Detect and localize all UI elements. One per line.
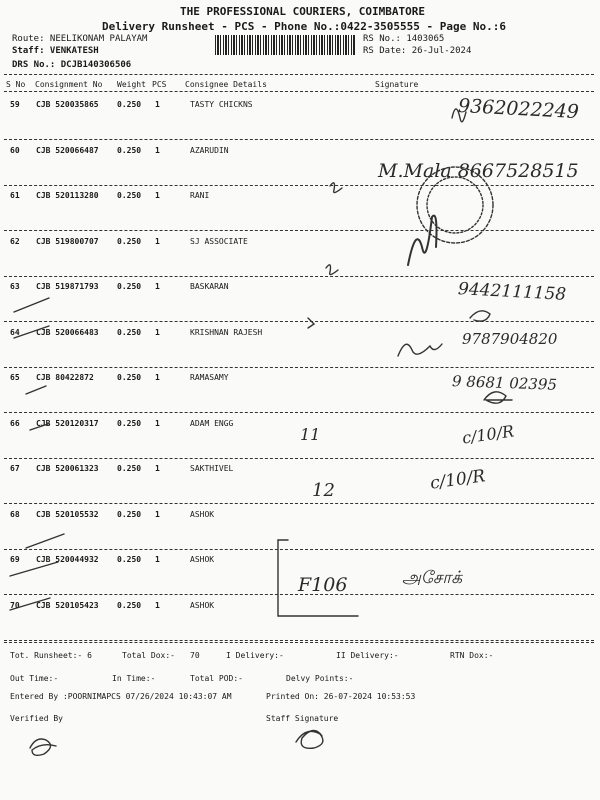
signature-verified [30,739,56,755]
row-consignment: CJB 520061323 [36,464,99,473]
row-weight: 0.250 [117,555,142,564]
row-weight: 0.250 [117,600,142,610]
rs-number: RS No.: 1403065 [363,34,445,44]
row-sno: 70 [10,600,20,610]
total-dox-value: 70 [190,651,200,660]
row-consignee: RAMASAMY [190,373,229,382]
row-sno: 63 [10,282,20,291]
row-pcs: 1 [155,327,160,337]
footer-top-rule [4,642,594,643]
row-weight: 0.250 [117,236,142,246]
row-consignment: CJB 519871793 [36,282,99,291]
row-pcs: 1 [155,100,160,109]
row-weight: 0.250 [117,373,142,382]
row-sno: 62 [10,236,20,246]
row-consignment: CJB 520035865 [36,100,99,109]
row-weight: 0.250 [117,100,142,109]
row-consignment: CJB 520105423 [36,600,99,610]
tick-63 [14,298,49,312]
row-pcs: 1 [155,145,160,155]
handwritten-mark-66b: c/10/R [460,421,516,448]
row-sno: 69 [10,555,20,564]
row-weight: 0.250 [117,509,142,519]
mark-62 [326,265,338,275]
runsheet-title: Delivery Runsheet - PCS - Phone No.:0422-3505555 - Page No.:6 [102,20,506,33]
col-consignment: Consignment No [35,80,103,89]
row-pcs: 1 [155,600,160,610]
entered-by: Entered By :POORNIMAPCS 07/26/2024 10:43:07 AM [10,692,232,701]
row-weight: 0.250 [117,191,142,200]
handwritten-mark-66: 11 [300,425,321,444]
handwritten-mark-67b: c/10/R [428,466,487,494]
handwritten-name-phone-60: M.Mala 8667528515 [378,160,579,182]
row-consignee: RANI [190,191,210,200]
row-consignment: CJB 520066487 [36,145,99,155]
row-consignment: CJB 519800707 [36,236,99,246]
ii-delivery: II Delivery:- [336,651,399,660]
row-sno: 66 [10,418,20,428]
route-label: Route: NEELIKONAM PALAYAM [12,34,148,44]
row-consignment: CJB 520105532 [36,509,99,519]
handwritten-phone-64: 9787904820 [462,330,558,348]
row-pcs: 1 [155,191,160,200]
row-weight: 0.250 [117,282,142,291]
tick-65 [26,386,46,394]
row-consignee: BASKARAN [190,282,229,291]
row-sno: 59 [10,100,20,109]
signature-60 [330,183,342,193]
delvy-points: Delvy Points:- [286,674,354,683]
delivery-stamp [417,167,493,243]
row-weight: 0.250 [117,464,142,473]
handwritten-flat-69: F106 [298,574,348,596]
col-pcs: PCS [152,80,167,89]
tick-68 [26,534,64,548]
row-pcs: 1 [155,555,160,564]
row-consignee: KRISHNAN RAJESH [190,327,263,337]
bracket-68-70 [278,540,358,616]
row-weight: 0.250 [117,418,142,428]
rtn-dox: RTN Dox:- [450,651,494,660]
signature-staff [296,730,323,748]
out-time: Out Time:- [10,674,59,683]
row-sno: 68 [10,509,20,519]
handwritten-phone-63: 9442111158 [457,279,567,305]
row-consignee: ASHOK [190,600,215,610]
row-consignment: CJB 520044932 [36,555,99,564]
row-weight: 0.250 [117,145,142,155]
row-consignment: CJB 520066483 [36,327,99,337]
staff-label: Staff: VENKATESH [12,46,99,56]
signature-59 [452,109,466,122]
row-consignee: SAKTHIVEL [190,464,234,473]
row-pcs: 1 [155,373,160,382]
row-weight: 0.250 [117,327,142,337]
row-consignee: ADAM ENGG [190,418,234,428]
row-sno: 65 [10,373,20,382]
company-name: THE PROFESSIONAL COURIERS, COIMBATORE [180,5,426,18]
printed-on: Printed On: 26-07-2024 10:53:53 [266,692,416,701]
staff-signature: Staff Signature [266,714,339,723]
handwritten-mark-67: 12 [312,480,335,501]
signature-65 [484,392,512,403]
row-consignee: ASHOK [190,555,215,564]
mark-63 [308,318,314,328]
row-sno: 61 [10,191,20,200]
row-sno: 67 [10,464,20,473]
tick-64 [14,326,49,338]
row-pcs: 1 [155,236,160,246]
col-sno: S No [6,80,26,89]
rs-date: RS Date: 26-Jul-2024 [363,46,472,56]
row-consignee: SJ ASSOCIATE [190,236,248,246]
total-pod: Total POD:- [190,674,243,683]
handwritten-tamil-69: அசோக் [402,568,463,588]
row-pcs: 1 [155,464,160,473]
in-time: In Time:- [112,674,156,683]
row-pcs: 1 [155,282,160,291]
col-signature: Signature [375,80,419,89]
tick-69 [10,562,58,576]
row-consignee: TASTY CHICKNS [190,100,253,109]
row-sno: 64 [10,327,20,337]
i-delivery: I Delivery:- [226,651,284,660]
row-pcs: 1 [155,418,160,428]
drs-label: DRS No.: DCJB140306506 [12,60,132,70]
row-consignment: CJB 520120317 [36,418,99,428]
row-consignee: ASHOK [190,509,215,519]
total-dox-label: Total Dox:- [122,651,175,660]
tick-70 [10,598,50,610]
row-sno: 60 [10,145,20,155]
row-pcs: 1 [155,509,160,519]
col-consignee: Consignee Details [185,80,267,89]
signature-64 [398,344,442,356]
row-consignment: CJB 80422872 [36,373,94,382]
handwritten-phone-65: 9 8681 02395 [451,372,558,394]
verified-by: Verified By [10,714,63,723]
handwritten-phone-59: 9362022249 [457,94,580,124]
tick-66 [30,424,48,430]
col-weight: Weight [117,80,146,89]
row-consignment: CJB 520113280 [36,191,99,200]
row-consignee: AZARUDIN [190,145,229,155]
tot-runsheet: Tot. Runsheet:- 6 [10,651,92,660]
